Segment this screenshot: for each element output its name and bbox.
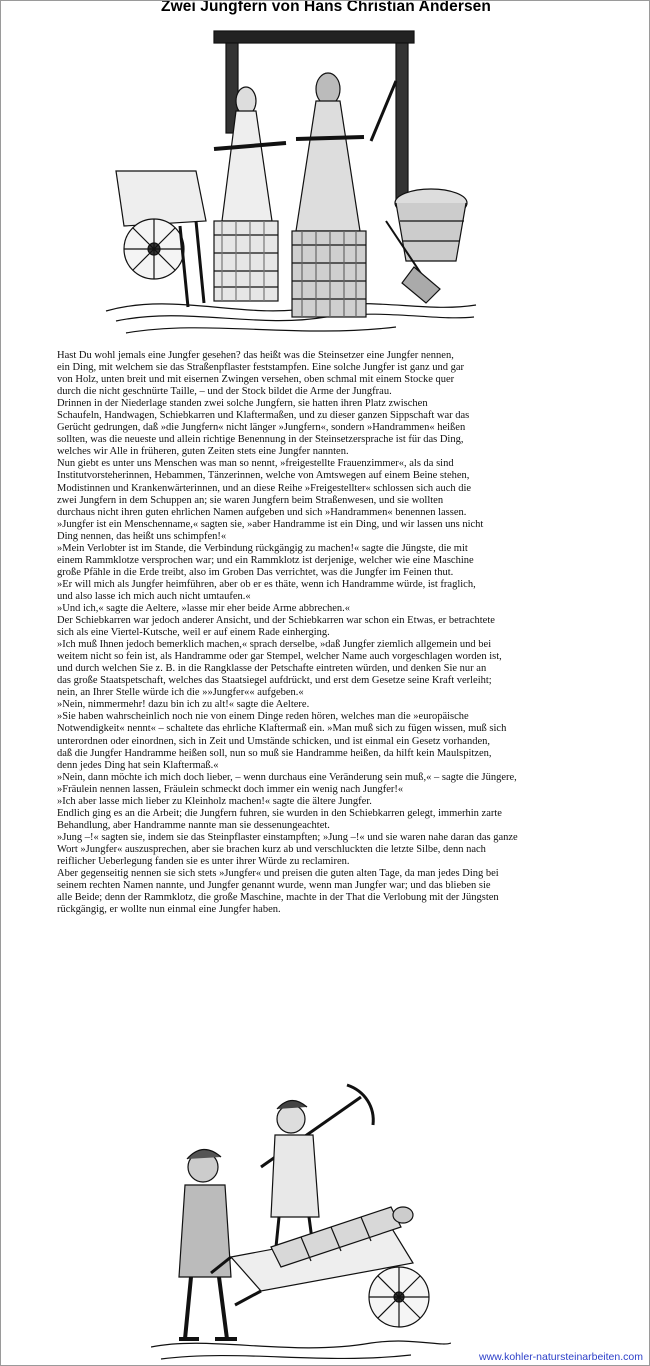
page-title: Zwei Jungfern von Hans Christian Andersen <box>161 0 491 15</box>
website-link[interactable]: www.kohler-natursteinarbeiten.com <box>479 1351 643 1363</box>
paragraph: Der Schiebkarren war jedoch anderer Ansicht, und der Schiebkarren war schon ein Etwas, er betrachtete sich als eine Viertel-Kutsche, weil er auf einem Rade einherging. <box>57 615 495 639</box>
paragraph: Endlich ging es an die Arbeit; die Jungfern fuhren, sie wurden in den Schiebkarren gelegt, immerhin zarte Behandlung, aber Handramme nannte man sie dessenungeachtet. <box>57 807 502 831</box>
paragraph: Drinnen in der Niederlage standen zwei solche Jungfern, sie hatten ihren Platz zwischen Schaufeln, Handwagen, Schiebkarren und Klaftermaßen, und zu dieser ganzen Sippschaft war das Gerücht gedrungen, daß »die Jungfern« nicht länger »Jungfern«, sondern »Handrammen« heißen sollten, was die neueste und allein richtige Benennung in der Steinsetzersprache ist für das Ding, welches wir Alle in früheren, guten Zeiten stets eine Jungfer nannten. <box>57 398 470 458</box>
paragraph: »Jungfer ist ein Menschenname,« sagten sie, »aber Handramme ist ein Ding, und wir lassen uns nicht Ding nennen, das heißt uns schimpfen!« <box>57 518 484 542</box>
paragraph: »Er will mich als Jungfer heimführen, aber ob er es thäte, wenn ich Handramme würde, ist fraglich, und also lasse ich mich auch nicht umtaufen.« <box>57 578 476 602</box>
paragraph: Nun giebt es unter uns Menschen was man so nennt, »freigestellte Frauenzimmer«, als da sind Institutvorsteherinnen, Hebammen, Tänzerinnen, welche von Amtswegen auf einem Beine stehen, Modistinnen und Krankenwärterinnen, und an diese Reihe »Freigestellter« schlossen sich auch die zwei Jungfern in dem Schuppen an; sie waren Jungfern beim Straßenwesen, und sie wollten durchaus nicht ihren guten ehrlichen Namen aufgeben und sich »Handrammen« benennen lassen. <box>57 458 472 518</box>
paragraph: »Ich aber lasse mich lieber zu Kleinholz machen!« sagte die ältere Jungfer. <box>57 795 372 807</box>
paragraph: »Nein, dann möchte ich mich doch lieber, – wenn durchaus eine Veränderung sein muß,« – sagte die Jüngere, »Fräulein nennen lassen, Fräulein schmeckt doch immer ein wenig nach Jungfer!« <box>57 771 517 795</box>
paragraph: »Ich muß Ihnen jedoch bemerklich machen,« sprach derselbe, »daß Jungfer ziemlich allgemein und bei weitem nicht so fein ist, als Handramme oder gar Stempel, welcher Name auch vorgeschlagen worden ist, und durch welchen Sie z. B. in die Rangklasse der Petschafte eintreten würden, und denken Sie nur an das große Staatspetschaft, welches das Staatsiegel aufdrückt, und erst dem Gesetze seine Kraft verleiht; nein, an Ihrer Stelle würde ich die »»Jungfer«« aufgeben.« <box>57 639 502 699</box>
paragraph: »Jung –!« sagten sie, indem sie das Steinpflaster einstampften; »Jung –!« und sie waren nahe daran das ganze Wort »Jungfer« auszusprechen, aber sie brachen kurz ab und verschluckten die letzte Silbe, denn nach reiflicher Ueberlegung fanden sie es unter ihrer Würde zu reclamiren. <box>57 831 518 867</box>
paragraph: »Mein Verlobter ist im Stande, die Verbindung rückgängig zu machen!« sagte die Jüngste, die mit einem Rammklotze versprochen war; und ein Rammklotz ist derjenige, welcher wie eine Maschine große Pfähle in die Erde treibt, also im Groben Das verrichtet, was die Jungfer im Feinen thut. <box>57 542 474 578</box>
paragraph: Aber gegenseitig nennen sie sich stets »Jungfer« und preisen die guten alten Tage, da man jedes Ding bei seinem rechten Namen nannte, und Jungfer genannt wurde, wenn man Jungfer war; und das blieben sie alle Beide; denn der Rammklotz, die große Maschine, machte in der That die Verlobung mit der Jüngsten rückgängig, er wollte nun einmal eine Jungfer haben. <box>57 868 499 916</box>
paragraph: »Sie haben wahrscheinlich noch nie von einem Dinge reden hören, welches man die »europäische Notwendigkeit« nennt« – schaltete das ehrliche Klaftermaß ein. »Man muß sich zu fügen wissen, muß sich unterordnen oder einordnen, sich in Zeit und Umstände schicken, und ist einmal ein Gesetz vorhanden, daß die Jungfer Handramme heißen soll, nun so muß sie Handramme heißen, da hilft kein Maulspitzen, denn jedes Ding hat sein Klaftermaß.« <box>57 711 507 771</box>
illustration-two-rammers <box>96 21 481 341</box>
story-text <box>57 350 617 916</box>
illustration-workers-wheelbarrow <box>151 1077 451 1365</box>
paragraph: »Nein, nimmermehr! dazu bin ich zu alt!« sagte die Aeltere. <box>57 699 310 711</box>
paragraph: »Und ich,« sagte die Aeltere, »lasse mir eher beide Arme abbrechen.« <box>57 602 351 614</box>
paragraph: Hast Du wohl jemals eine Jungfer gesehen? das heißt was die Steinsetzer eine Jungfer nennen, ein Ding, mit welchem sie das Straßenpflaster feststampfen. Eine solche Jungfer ist ganz und gar von Holz, unten breit und mit eisernen Zwingen versehen, oben schmal mit einem Stocke quer durch die nicht geschnürte Taille, – und der Stock bildet die Arme der Jungfrau. <box>57 350 465 398</box>
